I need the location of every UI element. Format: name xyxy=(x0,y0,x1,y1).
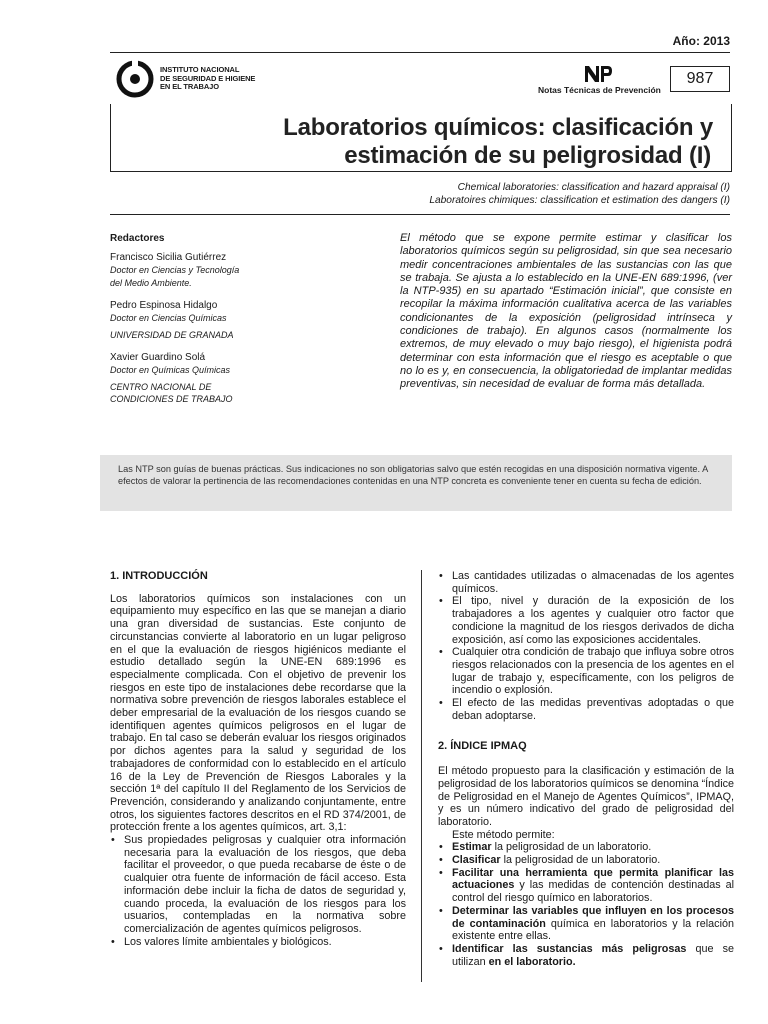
bullet-list xyxy=(438,570,734,722)
institute-name xyxy=(160,66,255,92)
list-item: • El tipo, nivel y duración de la exposición de los trabajadores a los agentes y cualquier otro factor que condicione la magnitud de los riesgos derivados de dicha exposición, así como las exposiciones accidentales. xyxy=(438,595,734,646)
insht-logo-icon xyxy=(116,60,154,98)
institute-line: INSTITUTO NACIONAL xyxy=(160,65,240,75)
list-item: • El efecto de las medidas preventivas adoptadas o que deban adoptarse. xyxy=(438,697,734,722)
middle-rule xyxy=(110,214,730,215)
top-rule xyxy=(110,52,730,53)
list-item: • Estimar la peligrosidad de un laboratorio. xyxy=(438,841,734,854)
ntp-number-box: 987 xyxy=(670,66,730,92)
body-paragraph: El método propuesto para la clasificación y estimación de la peligrosidad de los laboratorios químicos se denomina “Índice de Peligrosidad en el Manejo de Agentes Químicos”, IPMAQ, y es un número indicativo del grado de peligrosidad del laboratorio. xyxy=(438,765,734,828)
notice-box: Las NTP son guías de buenas prácticas. Sus indicaciones no son obligatorias salvo que estén recogidas en una disposición normativa vigente. A efectos de valorar la pertinencia de las recomendaciones contenidas en una NTP concreta es conveniente tener en cuenta su fecha de edición. xyxy=(100,455,732,511)
body-paragraph: Los laboratorios químicos son instalaciones con un equipamiento muy específico en las que se manejan a diario una gran diversidad de sustancias. Este conjunto de circunstancias convierte al laboratorio en un lugar peligroso en el que la evaluación de riesgos higiénicos mediante el estudio detallado según la UNE-EN 689:1996 es especialmente complicada. Con el objetivo de prevenir los riesgos en este tipo de instalaciones debe recordarse que la normativa sobre prevención de riesgos laborales establece el deber empresarial de la evaluación de los riesgos cuando se identifiquen agentes químicos peligrosos en el lugar de trabajo. En tal caso se deberán evaluar los riesgos originados por dichos agentes para la salud y seguridad de los trabajadores de conformidad con lo establecido en el artículo 16 de la Ley de Prevención de Riesgos Laborales y la sección 1ª del capítulo II del Reglamento de los Servicios de Prevención, considerando y analizando conjuntamente, entre otros, los siguientes factores descritos en el RD 374/2001, de protección frente a los agentes químicos, art. 3,1: xyxy=(110,592,406,834)
author-name: Francisco Sicilia Gutiérrez xyxy=(110,252,227,263)
column-divider xyxy=(421,570,422,982)
subtitles xyxy=(429,181,730,207)
ntp-brand xyxy=(538,64,661,95)
author-name: Pedro Espinosa Hidalgo xyxy=(110,300,218,311)
right-column xyxy=(438,570,734,968)
title-box xyxy=(110,104,732,172)
list-item: • Los valores límite ambientales y biológicos. xyxy=(110,936,406,949)
author-institution: CENTRO NACIONAL DE xyxy=(110,381,212,392)
np-logo-icon xyxy=(583,64,613,84)
authors-block xyxy=(110,232,290,406)
institute-logo xyxy=(116,60,255,98)
author-institution: CONDICIONES DE TRABAJO xyxy=(110,394,233,404)
author-name: Xavier Guardino Solá xyxy=(110,352,206,363)
abstract: El método que se expone permite estimar y clasificar los laboratorios químicos según su peligrosidad, sin que sea necesario medir concentraciones ambientales de las sustancias con las que se trabaja. Se ajusta a lo establecido en la UNE-EN 689:1996, (ver la NTP-935) en su apartado “Estimación inicial”, que consiste en recopilar la máxima información cualitativa acerca de las variables condicionantes de la exposición (peligrosidad intrínseca y condiciones de trabajo). En algunos casos (normalmente los extremos, de muy elevado o muy bajo riesgo), el higienista podrá determinar con esta información que el riesgo es aceptable o que no lo es y, en consecuencia, la obligatoriedad de implantar medidas preventivas, sin necesidad de evaluar de forma más detallada. xyxy=(400,232,732,391)
author-degree: Doctor en Ciencias y Tecnología xyxy=(110,265,240,275)
subtitle-english: Chemical laboratories: classification and hazard appraisal (I) xyxy=(457,182,730,193)
section-heading: 2. ÍNDICE IPMAQ xyxy=(438,740,527,753)
institute-line: EN EL TRABAJO xyxy=(160,82,219,92)
author-institution: UNIVERSIDAD DE GRANADA xyxy=(110,329,234,340)
list-item: • Facilitar una herramienta que permita planificar las actuaciones y las medidas de contención destinadas al control del riesgo químico en laboratorios. xyxy=(438,867,734,905)
section-heading: 1. INTRODUCCIÓN xyxy=(110,570,208,582)
subtitle-french: Laboratoires chimiques: classification et estimation des dangers (I) xyxy=(429,195,730,206)
bullet-list xyxy=(438,841,734,968)
title-line-1: Laboratorios químicos: clasificación y xyxy=(283,114,713,141)
authors-heading: Redactores xyxy=(110,233,165,244)
year-label: Año: 2013 xyxy=(672,34,730,48)
list-item: • Las cantidades utilizadas o almacenadas de los agentes químicos. xyxy=(438,570,734,595)
title-line-2: estimación de su peligrosidad (I) xyxy=(344,142,711,169)
body-paragraph: Este método permite: xyxy=(452,828,555,841)
list-item: • Identificar las sustancias más peligrosas que se utilizan en el laboratorio. xyxy=(438,943,734,968)
author-degree: Doctor en Químicas Químicas xyxy=(110,365,231,375)
list-item: • Cualquier otra condición de trabajo que influya sobre otros riesgos relacionados con la presencia de los agentes en el lugar de trabajo y, específicamente, con los peligros de incendio o explosión. xyxy=(438,646,734,697)
list-item: • Clasificar la peligrosidad de un laboratorio. xyxy=(438,854,734,867)
bullet-list xyxy=(110,834,406,948)
author-degree: del Medio Ambiente. xyxy=(110,277,192,288)
list-item: • Determinar las variables que influyen en los procesos de contaminación química en laboratorios y la relación existente entre ellas. xyxy=(438,905,734,943)
list-item: • Sus propiedades peligrosas y cualquier otra información necesaria para la evaluación de los riesgos, que deba facilitar el proveedor, o que pueda recabarse de éste o de cualquier otra fuente de información de fácil acceso. Esta información debe incluir la ficha de datos de seguridad y, cuando proceda, la evaluación de los riesgos para los usuarios, contempladas en la normativa sobre comercialización de agentes químicos peligrosos. xyxy=(110,834,406,936)
left-column xyxy=(110,570,406,948)
institute-line: DE SEGURIDAD E HIGIENE xyxy=(160,73,256,83)
author-degree: Doctor en Ciencias Químicas xyxy=(110,313,227,323)
np-label: Notas Técnicas de Prevención xyxy=(538,85,661,95)
